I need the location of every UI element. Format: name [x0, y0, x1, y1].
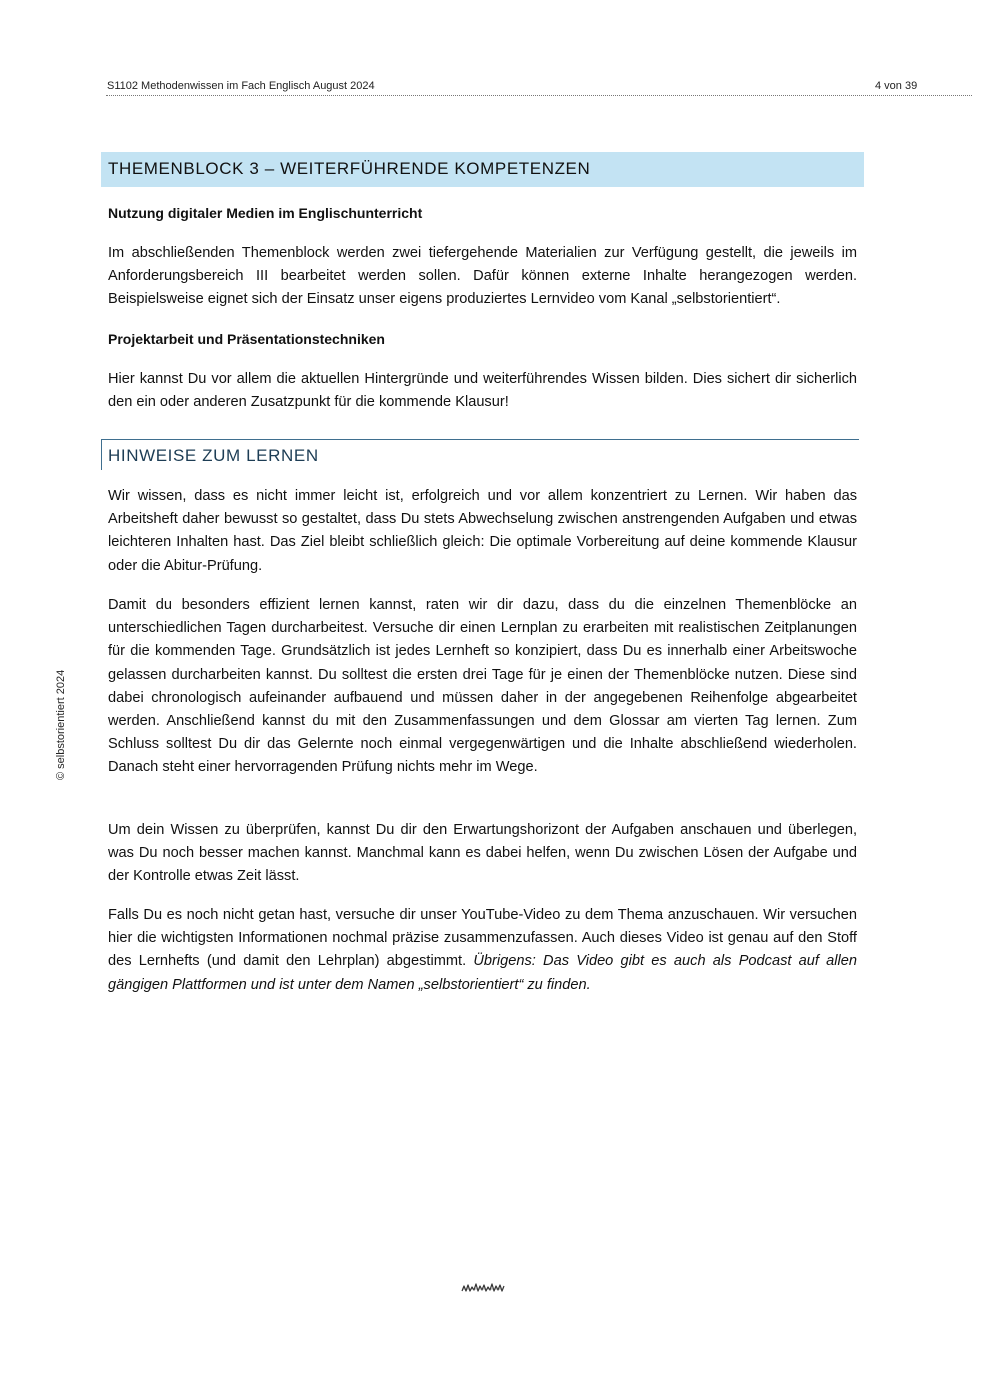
signature-logo-icon: [461, 1281, 505, 1293]
document-title: S1102 Methodenwissen im Fach Englisch August 2024: [107, 80, 375, 92]
section-heading-themenblock-3: [101, 152, 864, 187]
page-header: [106, 78, 972, 96]
subheading-projektarbeit: Projektarbeit und Präsentationstechniken: [108, 331, 385, 347]
paragraph-hinweise-1: Wir wissen, dass es nicht immer leicht ist, erfolgreich und vor allem konzentriert zu Lernen. Wir haben das Arbeitsheft daher bewusst so gestaltet, dass Du stets Abwechselung zwischen anstrengenden Aufgaben und etwas leichteren Inhalten hast. Das Ziel bleibt schließlich gleich: Die optimale Vorbereitung auf deine kommende Klausur oder die Abitur-Prüfung.: [108, 488, 857, 574]
page-number: 4 von 39: [875, 80, 918, 92]
section-heading-text: HINWEISE ZUM LERNEN: [108, 446, 319, 465]
copyright-notice: © selbstorientiert 2024: [55, 669, 67, 780]
section-heading-text: THEMENBLOCK 3 – WEITERFÜHRENDE KOMPETENZEN: [108, 159, 591, 178]
paragraph-hinweise-3: Um dein Wissen zu überprüfen, kannst Du dir den Erwartungshorizont der Aufgaben anschauen und überlegen, was Du noch besser machen kannst. Manchmal kann es dabei helfen, wenn Du zwischen Lösen der Aufgabe und der Kontrolle etwas Zeit lässt.: [108, 822, 857, 885]
paragraph-hinweise-4: [108, 904, 857, 997]
paragraph-regular-text: Falls Du es noch nicht getan hast, versuche dir unser YouTube-Video zu dem Thema anzuschauen. Wir versuchen hier die wichtigsten Informationen nochmal präzise zusammenzufassen. Auch dieses Video ist genau auf den Stoff des Lernhefts (und damit den Lehrplan) abgestimmt.: [108, 907, 857, 970]
paragraph-projektarbeit: Hier kannst Du vor allem die aktuellen Hintergründe und weiterführendes Wissen bilden. Dies sichert dir sicherlich den ein oder anderen Zusatzpunkt für die kommende Klausur!: [108, 371, 857, 411]
paragraph-digitale-medien: Im abschließenden Themenblock werden zwei tiefergehende Materialien zur Verfügung gestellt, die jeweils im Anforderungsbereich III bearbeitet werden sollen. Dafür können externe Inhalte herangezogen werden. Beispielsweise eignet sich der Einsatz unser eigens produziertes Lernvideo vom Kanal „selbstorientiert“.: [108, 245, 857, 308]
subheading-digitale-medien: Nutzung digitaler Medien im Englischunterricht: [108, 205, 423, 221]
section-heading-hinweise: [101, 439, 859, 470]
paragraph-hinweise-2: Damit du besonders effizient lernen kannst, raten wir dir dazu, dass du die einzelnen Themenblöcke an unterschiedlichen Tagen durcharbeitest. Versuche dir einen Lernplan zu erarbeiten mit realistischen Zeitplanungen für die kommenden Tage. Grundsätzlich ist jedes Lernheft so konzipiert, dass Du es innerhalb einer Arbeitswoche gelassen durcharbeiten kannst. Du solltest die ersten drei Tage für je einen der Themenblöcke nutzen. Diese sind dabei chronologisch aufeinander aufbauend und müssen daher in der angegebenen Reihenfolge abgearbeitet werden. Anschließend kannst du mit den Zusammenfassungen und dem Glossar am vierten Tag lernen. Zum Schluss solltest Du dir das Gelernte noch einmal vergegenwärtigen und die Inhalte abschließend wiederholen. Danach steht einer hervorragenden Prüfung nichts mehr im Wege.: [108, 597, 857, 776]
paragraph-italic-note: Übrigens: Das Video gibt es auch als Podcast auf allen gängigen Plattformen und ist unter dem Namen „selbstorientiert“ zu finden.: [108, 953, 857, 993]
